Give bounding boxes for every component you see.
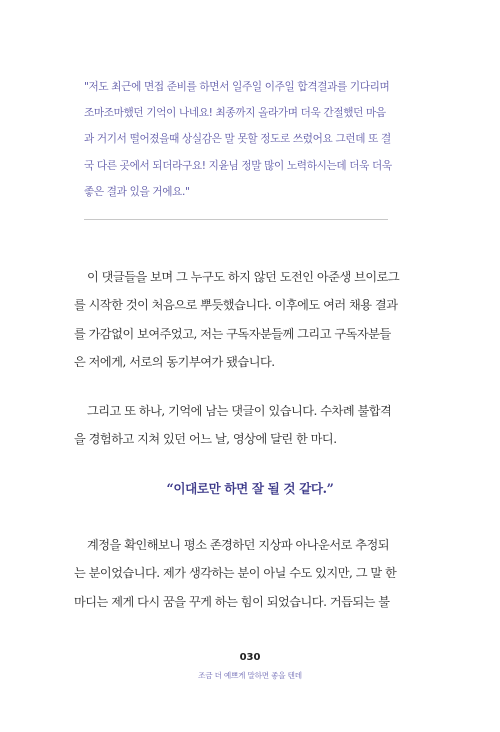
quote-line: 과 거기서 떨어졌을때 상실감은 말 못할 정도로 쓰렸어요 그런데 또 결 [84, 133, 391, 146]
quote-line: "저도 최근에 면접 준비를 하면서 일주일 이주일 합격결과를 기다리며 [84, 81, 390, 93]
paragraph-line: 그리고 또 하나, 기억에 남는 댓글이 있습니다. 수차례 불합격 [87, 404, 392, 418]
running-footer-book-title: 조금 더 예쁘게 말하면 좋을 텐데 [198, 671, 302, 680]
reader-comment-quote [84, 74, 396, 205]
paragraph-line: 은 저에게, 서로의 동기부여가 됐습니다. [74, 355, 275, 370]
page-number: 030 [239, 652, 261, 663]
quote-line: 국 다른 곳에서 되더라구요! 지윤님 정말 많이 노력하시는데 더욱 더욱 [84, 159, 392, 172]
quote-line: 좋은 결과 있을 거에요." [84, 185, 190, 198]
paragraph-line: 이 댓글들을 보며 그 누구도 하지 않던 도전인 아준생 브이로그 [87, 270, 400, 284]
paragraph-2 [74, 397, 414, 454]
paragraph-line: 을 경험하고 지쳐 있던 어느 날, 영상에 달린 한 마디. [74, 432, 337, 447]
paragraph-1 [74, 263, 414, 377]
paragraph-line: 를 시작한 것이 처음으로 뿌듯했습니다. 이후에도 여러 채용 결과 [74, 298, 398, 313]
paragraph-line: 를 가감없이 보여주었고, 저는 구독자분들께 그리고 구독자분들 [74, 326, 391, 341]
quote-line: 조마조마했던 기억이 나네요! 최종까지 올라가며 더욱 간절했던 마음 [84, 107, 386, 120]
quote-divider [84, 219, 388, 220]
paragraph-3 [74, 531, 414, 616]
pull-quote: “이대로만 하면 잘 될 것 같다.” [166, 481, 334, 496]
paragraph-line: 마디는 제게 다시 꿈을 꾸게 하는 힘이 되었습니다. 거듭되는 불 [74, 594, 390, 609]
paragraph-line: 는 분이었습니다. 제가 생각하는 분이 아닐 수도 있지만, 그 말 한 [74, 566, 397, 581]
paragraph-line: 계정을 확인해보니 평소 존경하던 지상파 아나운서로 추정되 [87, 538, 390, 552]
